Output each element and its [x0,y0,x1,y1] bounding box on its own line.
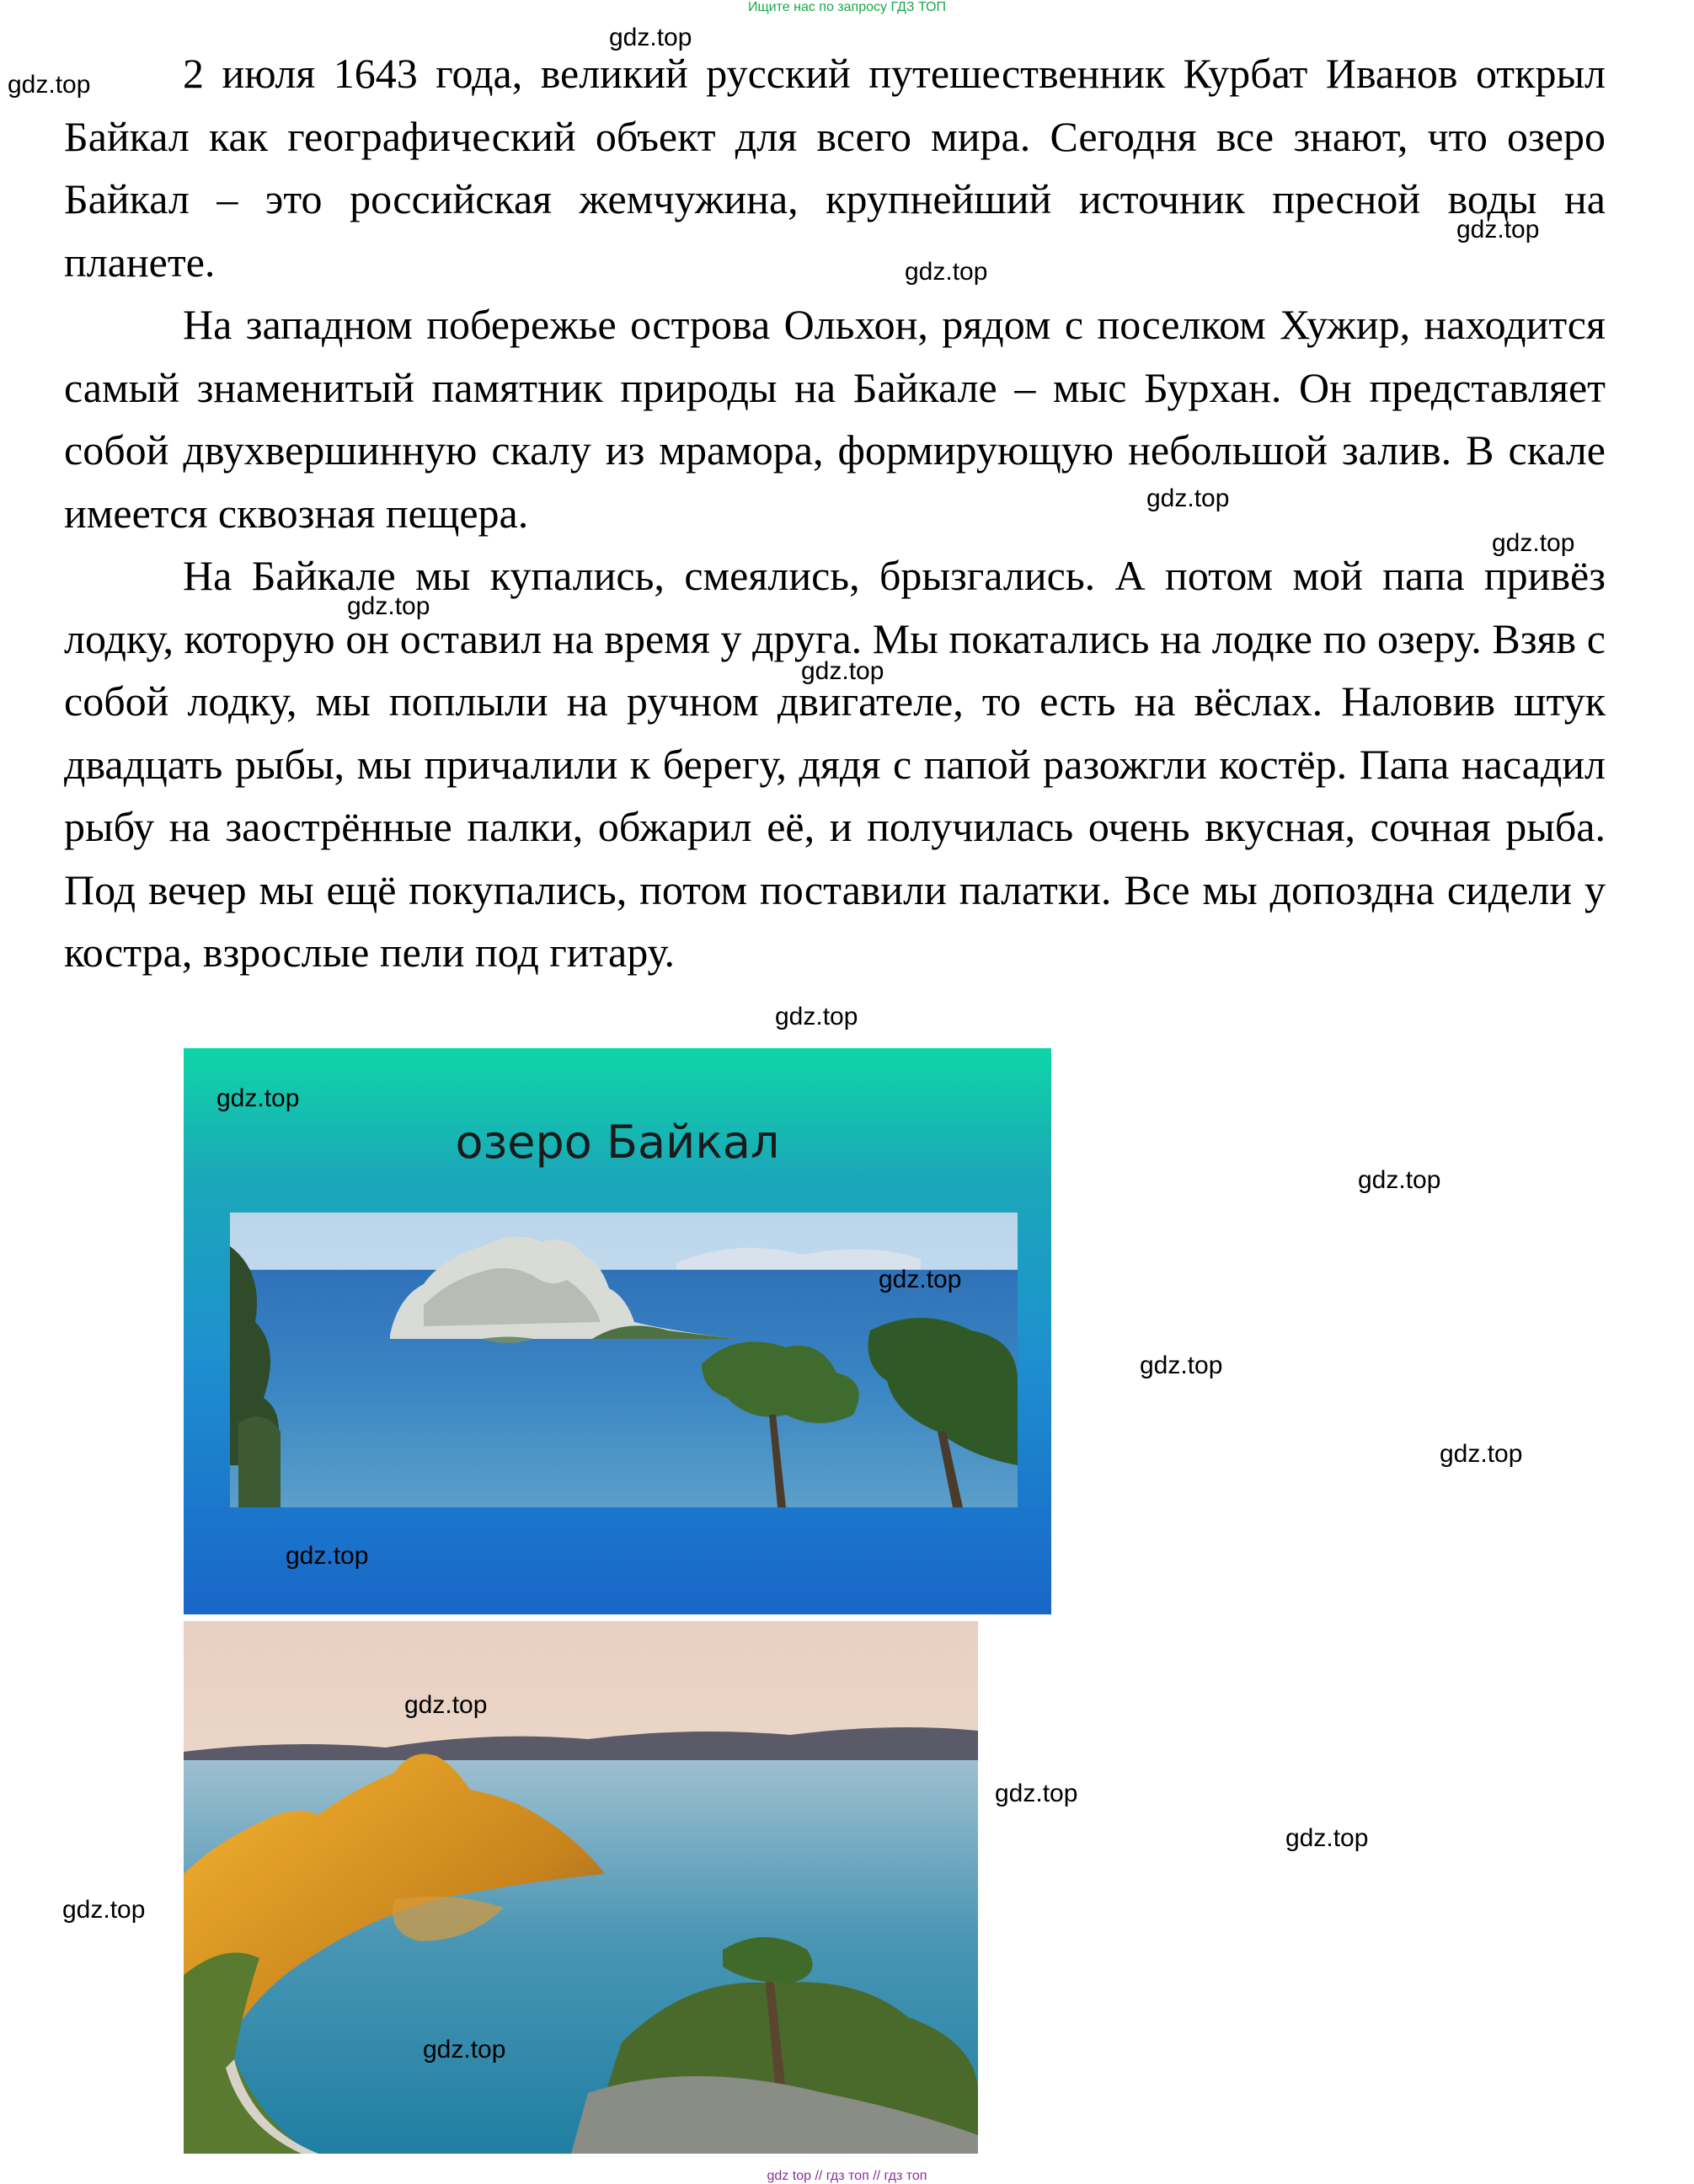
watermark: gdz.top [1492,529,1575,557]
watermark: gdz.top [879,1266,962,1293]
watermark: gdz.top [404,1691,488,1719]
watermark: gdz.top [62,1896,146,1924]
watermark: gdz.top [8,71,91,99]
watermark: gdz.top [1285,1824,1369,1852]
watermark: gdz.top [1456,216,1540,244]
paragraph-3: На Байкале мы купались, смеялись, брызгались. А потом мой папа привёз лодку, которую он оставил на время у друга. Мы покатались на лодке по озеру. Взяв с собой лодку, мы поплыли на ручном двигателе, то есть на вёслах. Наловив штук двадцать рыбы, мы причалили к берегу, дядя с папой разожгли костёр. Папа насадил рыбу на заострённые палки, обжарил её, и получилась очень вкусная, сочная рыба. Под вечер мы ещё покупались, потом поставили палатки. Все мы допоздна сидели у костра, взрослые пели под гитару. [64,552,1606,976]
essay-text [64,42,1606,984]
watermark: gdz.top [1358,1166,1441,1194]
shaman-rock-photo [230,1212,1018,1507]
watermark: gdz.top [1146,484,1230,512]
watermark: gdz.top [775,1003,858,1030]
watermark: gdz.top [216,1084,300,1112]
paragraph-2: На западном побережье острова Ольхон, рядом с поселком Хужир, находится самый знаменитый памятник природы на Байкале – мыс Бурхан. Он представляет собой двухвершинную скалу из мрамора, формирующую небольшой залив. В скале имеется сквозная пещера. [64,301,1606,537]
footer-note: gdz top // гдз топ // гдз топ [767,2169,927,2183]
watermark: gdz.top [995,1780,1078,1807]
slide-title: озеро Байкал [455,1116,780,1169]
watermark: gdz.top [609,24,692,51]
cape-burkhan-photo [184,1621,978,2154]
baikal-slide [184,1048,1051,1614]
search-hint: Ищите нас по запросу ГДЗ ТОП [748,0,946,14]
watermark: gdz.top [905,258,988,286]
watermark: gdz.top [1440,1440,1523,1468]
paragraph-1: 2 июля 1643 года, великий русский путешественник Курбат Иванов открыл Байкал как географический объект для всего мира. Сегодня все знают, что озеро Байкал – это российская жемчужина, крупнейший источник пресной воды на планете. [64,50,1606,286]
watermark: gdz.top [801,657,884,685]
watermark: gdz.top [1140,1352,1223,1379]
watermark: gdz.top [286,1542,369,1570]
watermark: gdz.top [347,592,430,620]
watermark: gdz.top [423,2036,506,2064]
